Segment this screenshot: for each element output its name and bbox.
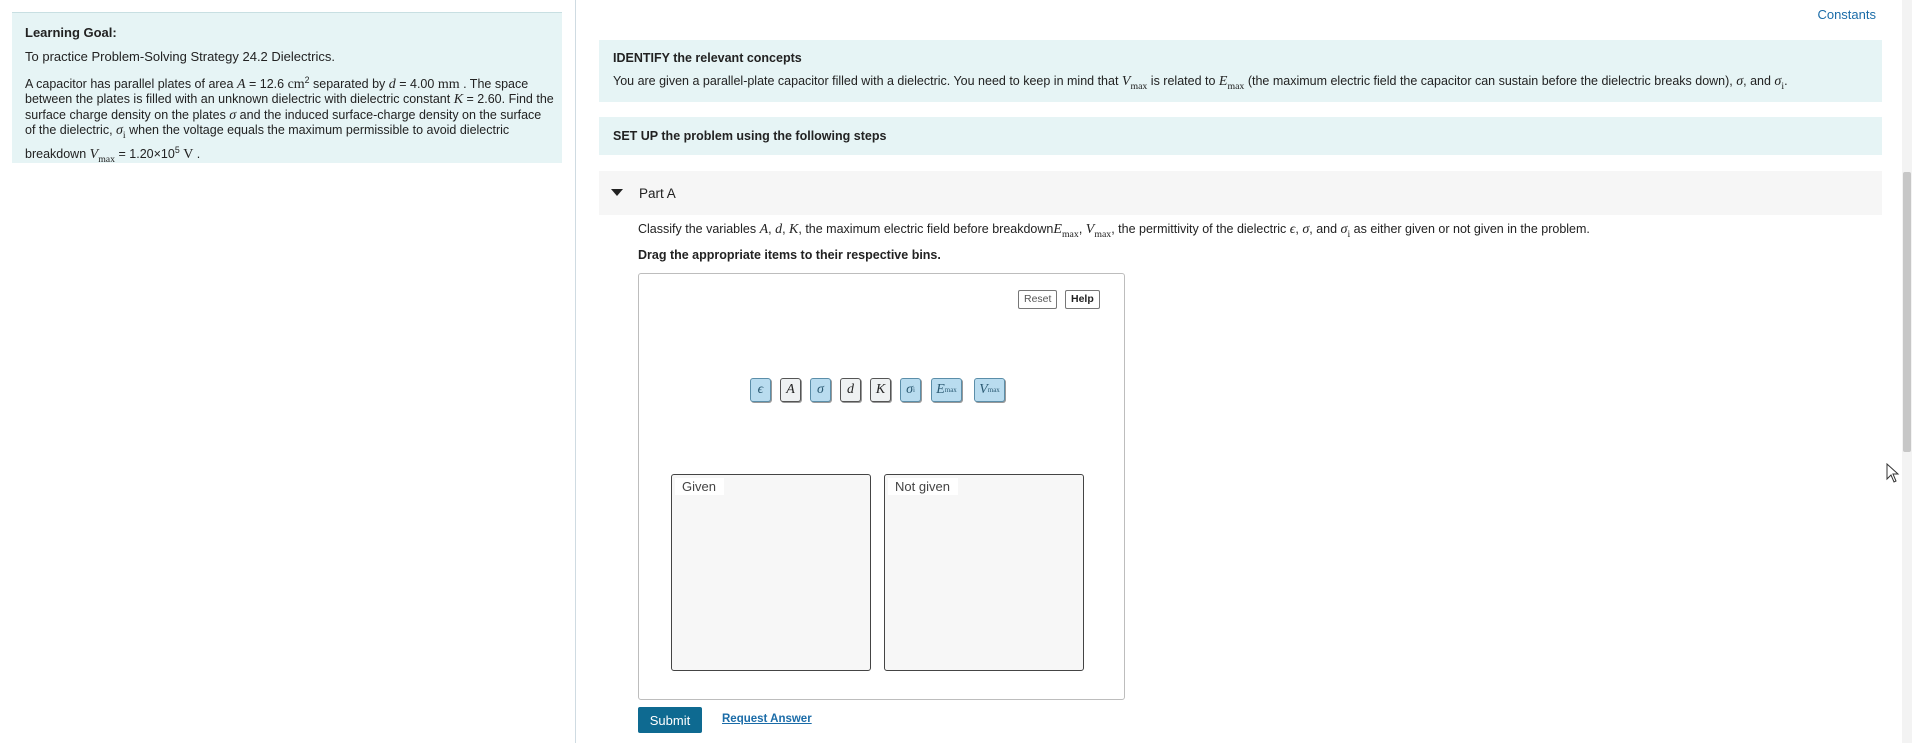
token-vmax[interactable]: V max: [974, 378, 1005, 402]
distance-value: = 4.00: [395, 77, 438, 92]
reset-button[interactable]: Reset: [1018, 290, 1057, 309]
unit-mm: mm: [437, 77, 460, 93]
part-a-title: Part A: [639, 186, 676, 201]
problem-text: . Find the surface charge density on the plates: [25, 92, 554, 122]
var-vmax: $V_{max}$: [1121, 74, 1148, 92]
bin-not-given-label: Not given: [888, 478, 958, 495]
unit-v: V: [183, 147, 194, 163]
token-a[interactable]: A: [780, 378, 801, 402]
panel-divider: [575, 0, 576, 743]
var-K: K: [453, 92, 464, 108]
identify-section: [599, 40, 1882, 102]
problem-text: and the induced surface-charge density on the surface of the dielectric,: [25, 107, 542, 138]
var-sigma: σ: [229, 107, 237, 123]
drag-instruction: Drag the appropriate items to their respective bins.: [638, 248, 941, 262]
request-answer-link[interactable]: Request Answer: [722, 713, 812, 725]
vmax-exponent: 5: [174, 145, 180, 156]
scrollbar-thumb[interactable]: [1903, 172, 1911, 452]
k-value: = 2.60: [463, 92, 502, 107]
token-d[interactable]: d: [840, 378, 861, 402]
drag-and-drop-area: [638, 273, 1125, 700]
setup-title: SET UP the problem using the following steps: [613, 129, 887, 143]
problem-text: separated by: [309, 77, 389, 92]
constants-link[interactable]: Constants: [1817, 7, 1876, 22]
token-emax[interactable]: E max: [931, 378, 962, 402]
help-button[interactable]: Help: [1065, 290, 1100, 309]
var-A: A: [236, 77, 246, 93]
problem-text: . The space between the plates is filled with an unknown dielectric with dielectric constant: [25, 77, 529, 107]
problem-text: A capacitor has parallel plates of area: [25, 77, 237, 92]
var-vmax: $V_{max}$: [89, 147, 116, 166]
goal-title: Learning Goal:: [25, 25, 117, 40]
submit-button[interactable]: Submit: [638, 707, 702, 733]
classify-instruction: Classify the variables A, d, K, the maximum electric field before breakdownE$_{max}$, $V_{max}$, the permittivity of the dielectric ϵ, σ, and $\sigma_i$ as either given or not given in the problem.: [638, 222, 1590, 240]
area-value: = 12.6: [245, 77, 288, 92]
bin-not-given[interactable]: [884, 474, 1084, 671]
caret-down-icon[interactable]: [611, 189, 623, 196]
learning-goal-panel: [12, 12, 562, 166]
goal-statement: To practice Problem-Solving Strategy 24.2 Dielectrics.: [25, 49, 335, 64]
vmax-value: = 1.20×10: [115, 147, 175, 162]
part-a-header[interactable]: [599, 171, 1882, 215]
var-sigma-i: $\sigma_i$: [116, 123, 126, 141]
mouse-cursor-icon: [1886, 463, 1900, 483]
token-k[interactable]: K: [870, 378, 891, 402]
problem-statement: A capacitor has parallel plates of area A = 12.6 $cm^2$ separated by d = 4.00 mm . The space between the plates is filled with an unknown dielectric with dielectric constant K = 2.60. Find the surface charge density on the plates σ and the induced surface-charge density on the surface of the dielectric, $\sigma_i$ when the voltage equals the maximum permissible to avoid dielectric breakdown $V_{max} = 1.20\times 10^5$ V .: [25, 75, 554, 166]
identify-title: IDENTIFY the relevant concepts: [613, 51, 802, 65]
setup-section: [599, 117, 1882, 155]
bin-given[interactable]: [671, 474, 871, 671]
problem-text: when the voltage equals the maximum permissible to avoid dielectric breakdown: [25, 123, 510, 162]
token-sigma-i[interactable]: σ i: [900, 378, 921, 402]
token-sigma[interactable]: σ: [810, 378, 831, 402]
token-epsilon[interactable]: ϵ: [750, 378, 771, 402]
bin-given-label: Given: [675, 478, 724, 495]
identify-text: You are given a parallel-plate capacitor filled with a dielectric. You need to keep in mind that $V_{max}$ is related to $E_{max}$ (the maximum electric field the capacitor can sustain before the dielectric breaks down), σ, and $\sigma_i$.: [613, 74, 1788, 92]
unit-cm: cm: [287, 77, 305, 93]
var-d: d: [388, 77, 396, 93]
var-emax: $E_{max}$: [1218, 74, 1245, 92]
